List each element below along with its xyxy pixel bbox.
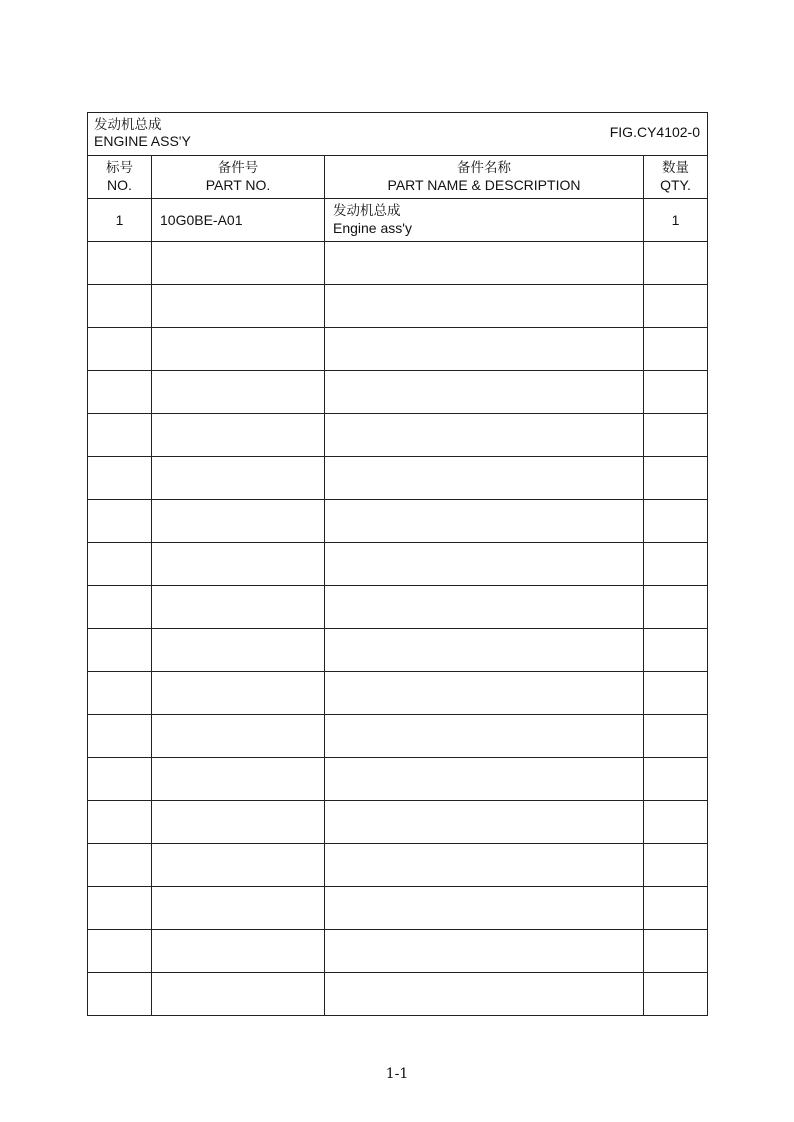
parts-list-sheet [87, 112, 707, 1016]
col-header-name-en: PART NAME & DESCRIPTION [387, 177, 581, 193]
empty-cell-name [325, 414, 644, 457]
empty-cell-name [325, 586, 644, 629]
col-header-part-no-cn: 备件号 [217, 160, 259, 176]
empty-cell-no [88, 715, 152, 758]
column-header-row [88, 156, 708, 199]
row-name-cn: 发动机总成 [333, 203, 401, 219]
empty-cell-no [88, 930, 152, 973]
empty-table-row [88, 930, 708, 973]
empty-cell-no [88, 414, 152, 457]
empty-table-row [88, 758, 708, 801]
empty-cell-name [325, 285, 644, 328]
row-part-no: 10G0BE-A01 [152, 199, 325, 242]
empty-cell-part-no [152, 715, 325, 758]
empty-cell-part-no [152, 285, 325, 328]
empty-cell-name [325, 500, 644, 543]
empty-cell-no [88, 543, 152, 586]
empty-cell-part-no [152, 586, 325, 629]
assembly-title-en: ENGINE ASS'Y [94, 133, 191, 149]
empty-cell-no [88, 973, 152, 1016]
empty-cell-part-no [152, 930, 325, 973]
assembly-title-cn: 发动机总成 [94, 117, 162, 133]
empty-cell-part-no [152, 328, 325, 371]
empty-table-row [88, 543, 708, 586]
col-header-qty-en: QTY. [660, 177, 691, 193]
empty-cell-part-no [152, 758, 325, 801]
col-header-part-no [152, 156, 325, 199]
empty-cell-name [325, 629, 644, 672]
col-header-no-en: NO. [107, 177, 132, 193]
title-row [88, 113, 708, 156]
empty-cell-no [88, 457, 152, 500]
empty-cell-part-no [152, 844, 325, 887]
empty-cell-no [88, 242, 152, 285]
empty-cell-name [325, 758, 644, 801]
empty-cell-name [325, 973, 644, 1016]
empty-cell-qty [644, 715, 708, 758]
empty-cell-no [88, 629, 152, 672]
empty-cell-qty [644, 371, 708, 414]
row-name-en: Engine ass'y [333, 220, 412, 236]
empty-cell-part-no [152, 457, 325, 500]
empty-cell-part-no [152, 242, 325, 285]
row-no: 1 [88, 199, 152, 242]
empty-cell-part-no [152, 371, 325, 414]
empty-cell-qty [644, 758, 708, 801]
empty-table-row [88, 672, 708, 715]
empty-cell-qty [644, 973, 708, 1016]
empty-table-row [88, 328, 708, 371]
empty-cell-part-no [152, 543, 325, 586]
empty-cell-name [325, 328, 644, 371]
empty-table-row [88, 844, 708, 887]
empty-table-row [88, 973, 708, 1016]
empty-cell-part-no [152, 500, 325, 543]
empty-cell-part-no [152, 887, 325, 930]
empty-table-row [88, 801, 708, 844]
empty-cell-qty [644, 629, 708, 672]
figure-code: FIG.CY4102-0 [609, 124, 700, 140]
empty-cell-name [325, 242, 644, 285]
empty-cell-no [88, 801, 152, 844]
page-number: 1-1 [385, 1066, 409, 1082]
empty-cell-name [325, 887, 644, 930]
empty-cell-qty [644, 500, 708, 543]
col-header-name-cn: 备件名称 [457, 160, 511, 176]
empty-cell-qty [644, 586, 708, 629]
empty-table-row [88, 242, 708, 285]
empty-cell-qty [644, 887, 708, 930]
empty-cell-qty [644, 328, 708, 371]
empty-cell-part-no [152, 629, 325, 672]
empty-cell-no [88, 586, 152, 629]
empty-cell-no [88, 844, 152, 887]
empty-table-row [88, 285, 708, 328]
empty-cell-name [325, 371, 644, 414]
empty-cell-no [88, 672, 152, 715]
empty-cell-qty [644, 543, 708, 586]
col-header-no [88, 156, 152, 199]
empty-cell-qty [644, 930, 708, 973]
empty-table-row [88, 586, 708, 629]
empty-table-row [88, 629, 708, 672]
empty-cell-part-no [152, 973, 325, 1016]
empty-cell-no [88, 887, 152, 930]
empty-table-row [88, 887, 708, 930]
empty-cell-qty [644, 672, 708, 715]
table-row [88, 199, 708, 242]
col-header-name [325, 156, 644, 199]
empty-cell-no [88, 500, 152, 543]
title-cell [88, 113, 708, 156]
row-name [325, 199, 644, 242]
empty-cell-name [325, 672, 644, 715]
empty-table-row [88, 414, 708, 457]
empty-cell-qty [644, 801, 708, 844]
col-header-qty-cn: 数量 [662, 160, 689, 176]
empty-cell-qty [644, 414, 708, 457]
empty-cell-part-no [152, 672, 325, 715]
empty-table-row [88, 371, 708, 414]
empty-cell-qty [644, 844, 708, 887]
empty-cell-no [88, 758, 152, 801]
col-header-qty [644, 156, 708, 199]
empty-cell-name [325, 543, 644, 586]
empty-cell-name [325, 844, 644, 887]
empty-cell-no [88, 371, 152, 414]
empty-cell-qty [644, 242, 708, 285]
empty-cell-part-no [152, 801, 325, 844]
empty-cell-name [325, 930, 644, 973]
empty-cell-name [325, 715, 644, 758]
empty-cell-part-no [152, 414, 325, 457]
empty-cell-qty [644, 457, 708, 500]
empty-cell-name [325, 457, 644, 500]
empty-table-row [88, 457, 708, 500]
empty-cell-no [88, 285, 152, 328]
row-qty: 1 [644, 199, 708, 242]
empty-table-row [88, 500, 708, 543]
col-header-no-cn: 标号 [106, 160, 133, 176]
empty-cell-qty [644, 285, 708, 328]
empty-table-row [88, 715, 708, 758]
parts-table [87, 112, 708, 1016]
empty-cell-name [325, 801, 644, 844]
col-header-part-no-en: PART NO. [205, 177, 271, 193]
empty-cell-no [88, 328, 152, 371]
